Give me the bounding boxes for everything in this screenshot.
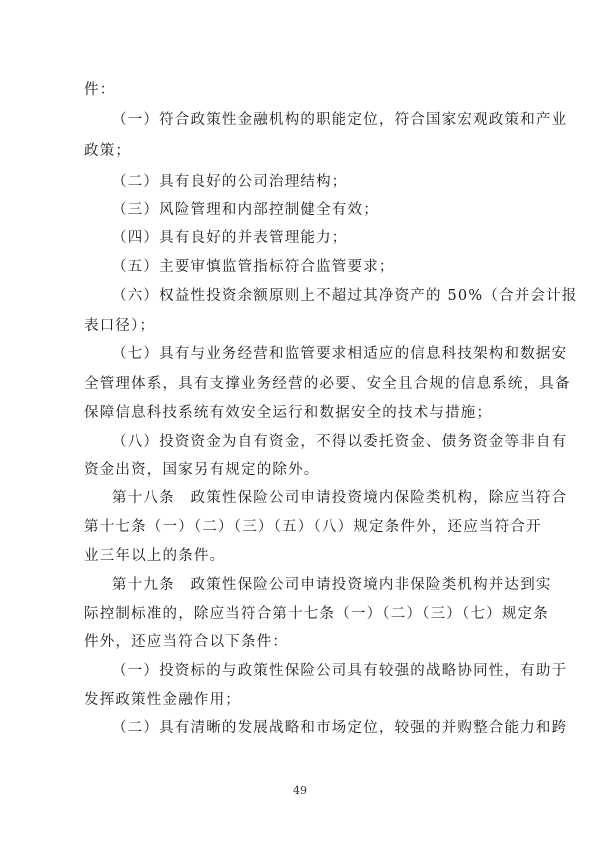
- text-line: 第十七条（一）（二）（三）（五）（八）规定条件外，还应当符合开: [84, 519, 542, 535]
- text-line: （一）投资标的与政策性保险公司具有较强的战略协同性，有助于: [112, 663, 568, 679]
- text-line: 第十九条 政策性保险公司申请投资境内非保险类机构并达到实: [112, 577, 552, 593]
- text-line: （一）符合政策性金融机构的职能定位，符合国家宏观政策和产业: [112, 112, 568, 128]
- text-line: （六）权益性投资余额原则上不超过其净资产的 50%（合并会计报: [112, 288, 578, 304]
- text-line: （八）投资资金为自有资金，不得以委托资金、债务资金等非自有: [112, 434, 568, 450]
- text-line: （五）主要审慎监管指标符合监管要求；: [112, 259, 395, 275]
- text-line: （二）具有良好的公司治理结构；: [112, 174, 348, 190]
- text-line: 件：: [84, 82, 116, 98]
- text-line: 资金出资，国家另有规定的除外。: [84, 462, 320, 478]
- text-line: （二）具有清晰的发展战略和市场定位，较强的并购整合能力和跨: [112, 720, 568, 736]
- text-line: 际控制标准的，除应当符合第十七条（一）（二）（三）（七）规定条: [84, 606, 549, 622]
- text-line: 保障信息科技系统有效安全运行和数据安全的技术与措施；: [84, 405, 493, 421]
- page-number: 49: [293, 784, 307, 797]
- text-line: 业三年以上的条件。: [84, 548, 226, 564]
- text-line: 表口径）；: [84, 318, 156, 334]
- text-line: （四）具有良好的并表管理能力；: [112, 230, 348, 246]
- text-line: （七）具有与业务经营和监管要求相适应的信息科技架构和数据安: [112, 346, 568, 362]
- text-line: 件外，还应当符合以下条件：: [84, 634, 289, 650]
- text-line: 全管理体系，具有支撑业务经营的必要、安全且合规的信息系统，具备: [84, 376, 571, 392]
- text-line: 发挥政策性金融作用；: [84, 692, 241, 708]
- text-line: 政策；: [84, 143, 132, 159]
- text-line: （三）风险管理和内部控制健全有效；: [112, 202, 379, 218]
- text-line: 第十八条 政策性保险公司申请投资境内保险类机构，除应当符合: [112, 490, 568, 506]
